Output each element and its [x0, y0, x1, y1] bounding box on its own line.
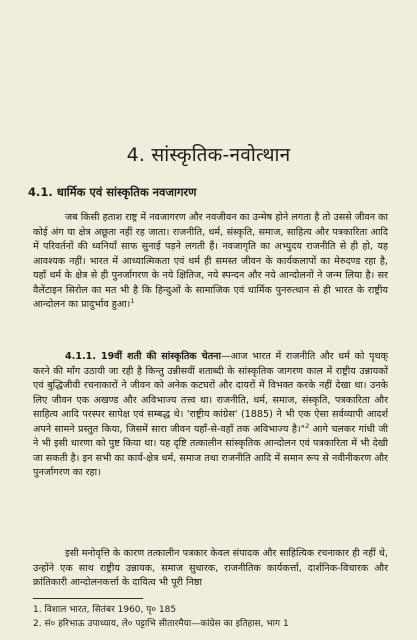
- paragraph-3-text: इसी मनोवृत्ति के कारण तत्कालीन पत्रकार केवल संपादक और साहित्यिक रचनाकार ही नहीं थे, उन्होंने एक साथ राष्ट्रीय उन्नायक, समाज सुधारक, राजनीतिक कार्यकर्त्ता, दार्शनिक-विचारक और क्रांतिकारी आन्दोलनकर्त्ता के दायित्व भी पूरी निष्ठा: [33, 548, 388, 588]
- paragraph-3: [33, 547, 388, 591]
- paragraph-2-text: —आज भारत में राजनीति और धर्म को पृथक् करने की माँग उठायी जा रही है किन्तु उन्नीसवीं शताब्दी के सांस्कृतिक जागरण काल में राष्ट्रीय उन्नायकों एवं बुद्धिजीवी रचनाकारों ने जीवन को अनेक कटघरों और दायरों में विभक्त करके नहीं देखा था। उनके लिए जीवन एक अखण्ड और अविभाज्य तत्त्व था। राजनीति, धर्म, समाज, संस्कृति, पत्रकारिता और साहित्य आदि परस्पर सापेक्ष एवं सम्बद्ध थे। 'राष्ट्रीय कांग्रेस' (1885) ने भी एक ऐसा सर्वव्यापी आदर्श अपने सामने प्रस्तुत किया, जिसमें सारा जीवन यहाँ-से-वहाँ तक अविभाज्य है।": [33, 351, 388, 435]
- footnote-ref-2: 2: [305, 421, 310, 430]
- footnote-ref-1: 1: [130, 296, 135, 305]
- paragraph-1-text: जब किसी हताश राष्ट्र में नवजागरण और नवजीवन का उन्मेष होने लगता है तो उससे जीवन का कोई अंग या क्षेत्र अछूता नहीं रह जाता। राजनीति, धर्म, संस्कृति, समाज, साहित्य और पत्रकारिता आदि में परिवर्तनों की ध्वनियाँ साफ सुनाई पड़ने लगती हैं। नवजागृति का अभ्युदय राजनीति से ही हो, यह आवश्यक नहीं। भारत में आध्यात्मिकता एवं धर्म ही समस्त जीवन के कार्यकलापों का मेरुदण्ड रहा है, यहाँ धर्म के क्षेत्र से ही पुनर्जागरण के नये क्षितिज, नये स्पन्दन और नये आन्दोलनों ने जन्म लिया है। सर वैलेंटाइन सिरोल का मत भी है कि हिन्दुओं के सामाजिक एवं धार्मिक पुनरुत्थान से ही भारत के राष्ट्रीय आन्दोलन का प्रादुर्भाव हुआ।: [33, 212, 388, 310]
- footnote-1: 1. विशाल भारत, सितंबर 1960, पृ० 185: [33, 605, 177, 615]
- paragraph-2-text-continued: आगे चलकर गांधी जी ने भी इसी धारणा को पुष्ट किया था। यह दृष्टि तत्कालीन सांस्कृतिक आन्दोलन एवं पत्रकारिता में भी देखी जा सकती है। इन सभी का कार्य-क्षेत्र धर्म, समाज तथा राजनीति आदि में समान रूप से नवीनीकरण और पुनर्जागरण का रहा।: [33, 423, 388, 478]
- footnote-divider: [33, 598, 143, 599]
- paragraph-2: [33, 350, 388, 481]
- section-heading: 4.1. धार्मिक एवं सांस्कृतिक नवजागरण: [28, 185, 197, 199]
- footnotes: [33, 603, 403, 631]
- footnote-2: 2. सं० हरिभाऊ उपाध्याय, ले० पट्टाभि सीतारमैया—कांग्रेस का इतिहास, भाग 1: [33, 619, 289, 629]
- subsection-heading: 4.1.1. 19वीं शती की सांस्कृतिक चेतना: [65, 351, 221, 362]
- paragraph-1: [33, 211, 388, 313]
- chapter-title: 4. सांस्कृतिक-नवोत्थान: [126, 144, 291, 166]
